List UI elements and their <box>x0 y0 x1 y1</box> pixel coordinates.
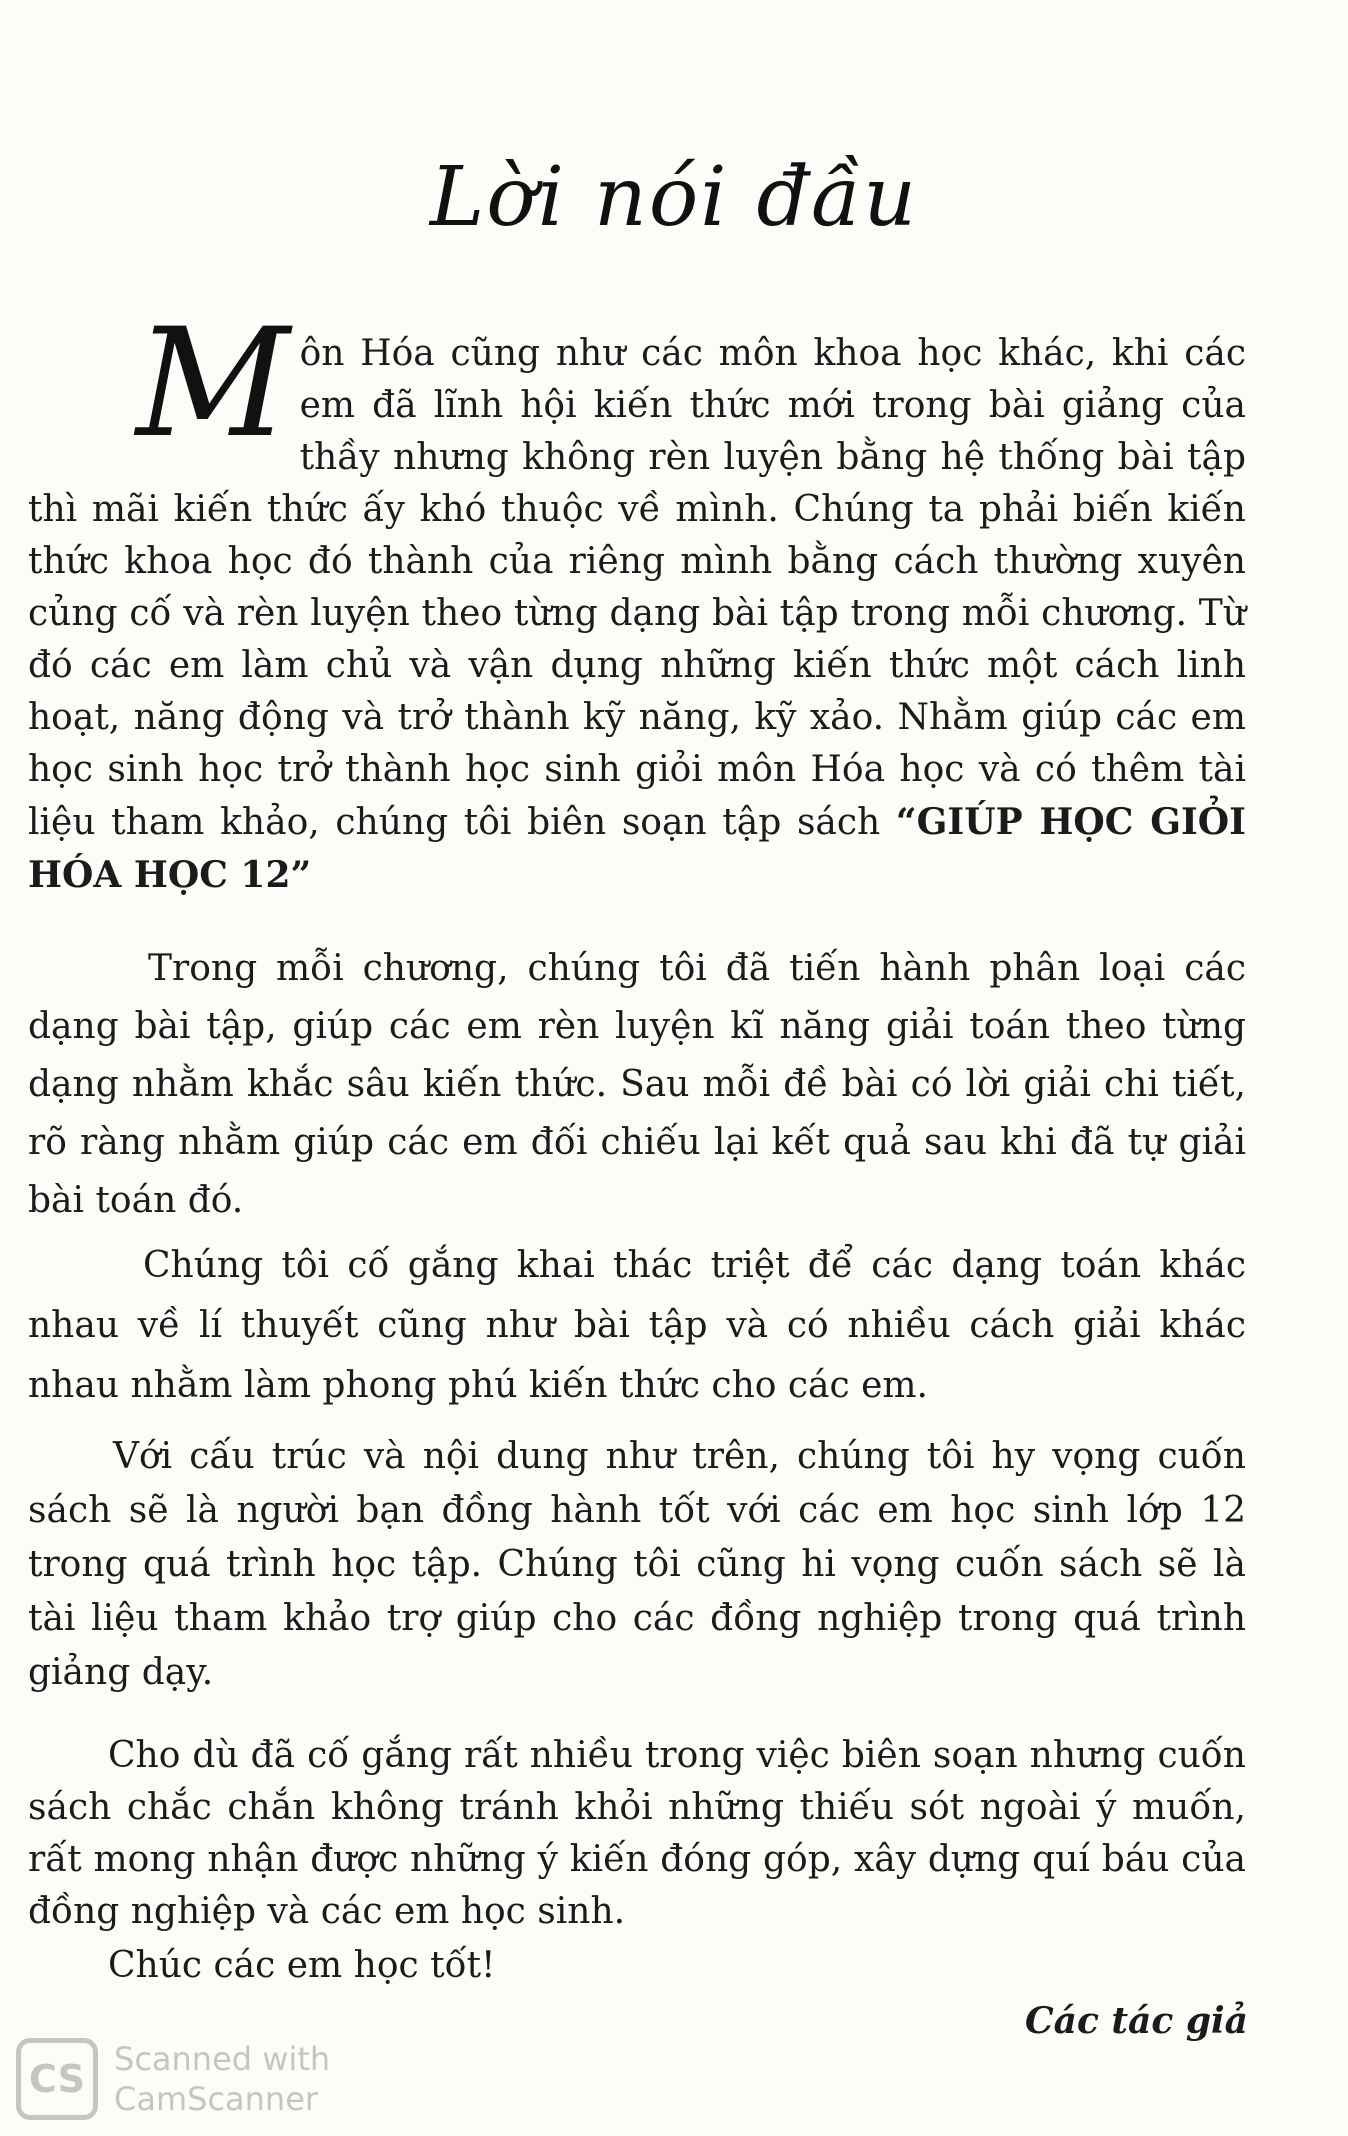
paragraph-4: Với cấu trúc và nội dung như trên, chúng tôi hy vọng cuốn sách sẽ là người bạn đồng hành tốt với các em học sinh lớp 12 trong quá trình học tập. Chúng tôi cũng hi vọng cuốn sách sẽ là tài liệu tham khảo trợ giúp cho các đồng nghiệp trong quá trình giảng dạy. <box>28 1436 1246 1693</box>
watermark-line-2: CamScanner <box>114 2080 319 2118</box>
scanner-watermark <box>16 2038 330 2120</box>
page-title: Lời nói đầu <box>429 150 919 245</box>
signature: Các tác giả <box>1024 2000 1248 2042</box>
paragraph-5: Cho dù đã cố gắng rất nhiều trong việc biên soạn nhưng cuốn sách chắc chắn không tránh khỏi những thiếu sót ngoài ý muốn, rất mong nhận được những ý kiến đóng góp, xây dựng quí báu của đồng nghiệp và các em học sinh. <box>28 1735 1246 1932</box>
paragraph-closing: Chúc các em học tốt! <box>108 1945 496 1986</box>
paragraph-2: Trong mỗi chương, chúng tôi đã tiến hành phân loại các dạng bài tập, giúp các em rèn luyện kĩ năng giải toán theo từng dạng nhằm khắc sâu kiến thức. Sau mỗi đề bài có lời giải chi tiết, rõ ràng nhằm giúp các em đối chiếu lại kết quả sau khi đã tự giải bài toán đó. <box>28 948 1246 1221</box>
camscanner-logo-icon: CS <box>16 2038 98 2120</box>
watermark-line-1: Scanned with <box>114 2040 331 2078</box>
paragraph-intro-text: ôn Hóa cũng như các môn khoa học khác, khi các em đã lĩnh hội kiến thức mới trong bài giảng của thầy nhưng không rèn luyện bằng hệ thống bài tập thì mãi kiến thức ấy khó thuộc về mình. Chúng ta phải biến kiến thức khoa học đó thành của riêng mình bằng cách thường xuyên củng cố và rèn luyện theo từng dạng bài tập trong mỗi chương. Từ đó các em làm chủ và vận dụng những kiến thức một cách linh hoạt, năng động và trở thành kỹ năng, kỹ xảo. Nhằm giúp các em học sinh học trở thành học sinh giỏi môn Hóa học và có thêm tài liệu tham khảo, chúng tôi biên soạn tập sách <box>28 333 1246 843</box>
watermark-text <box>114 2039 330 2119</box>
drop-cap: M <box>136 297 290 471</box>
paragraph-3: Chúng tôi cố gắng khai thác triệt để các dạng toán khác nhau về lí thuyết cũng như bài tập và có nhiều cách giải khác nhau nhằm làm phong phú kiến thức cho các em. <box>28 1245 1246 1406</box>
book-title: “GIÚP HỌC GIỎI HÓA HỌC 12” <box>28 801 1246 896</box>
paragraph-intro <box>28 297 1246 902</box>
